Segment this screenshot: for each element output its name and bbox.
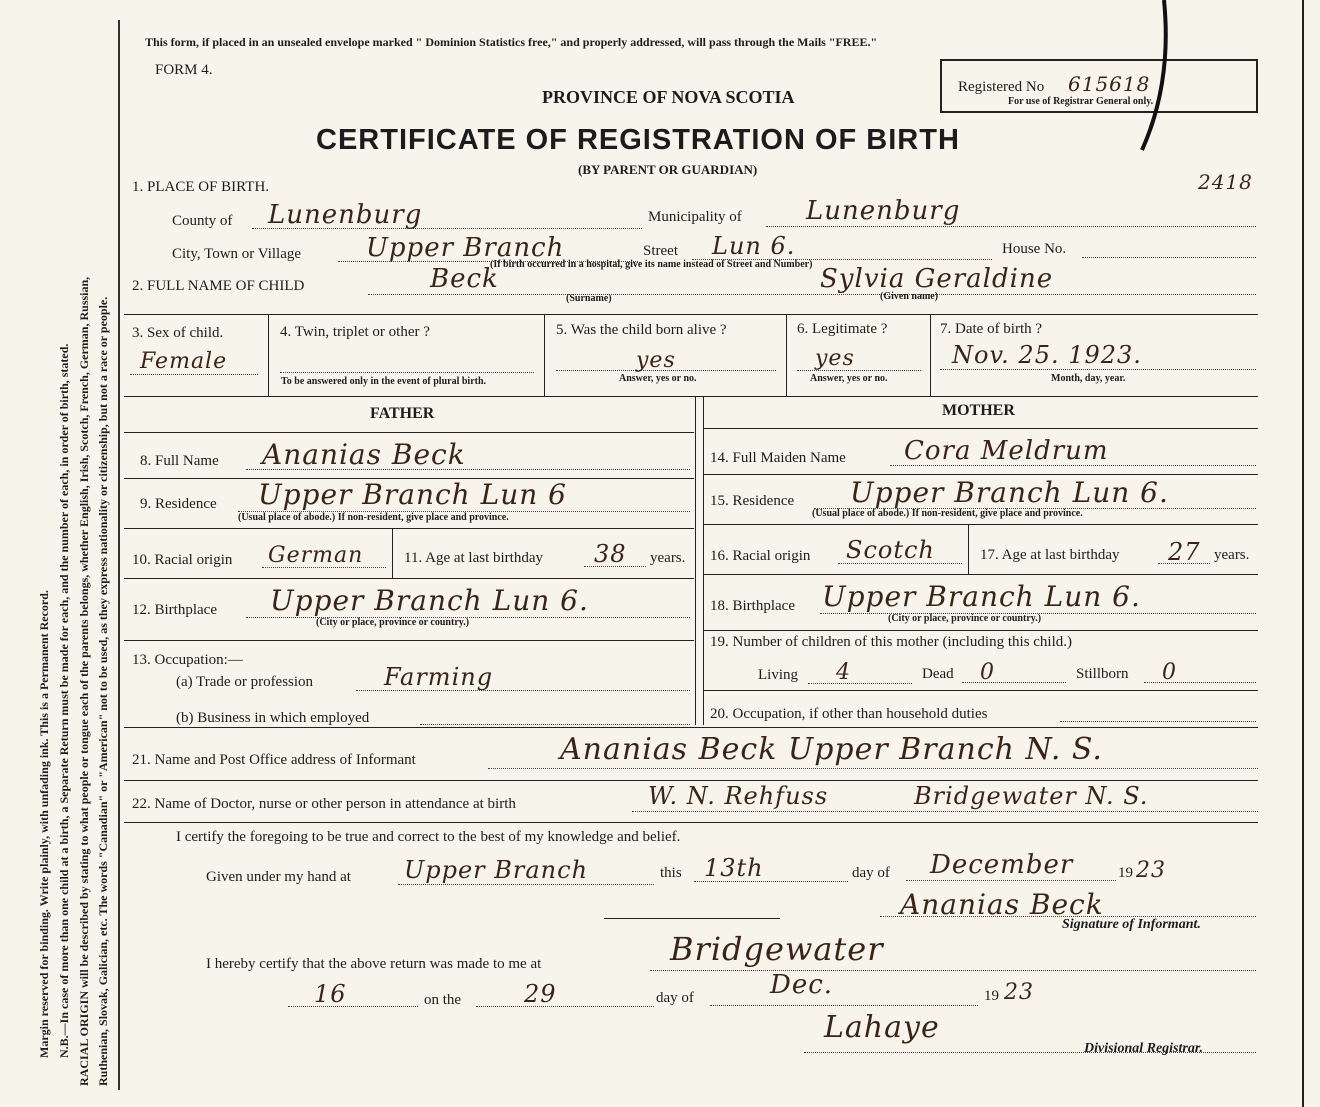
legitimate-label: 6. Legitimate ? [797,321,888,337]
mother-children-label: 19. Number of children of this mother (including this child.) [710,634,1073,650]
father-racial-origin-value: German [268,543,364,568]
given-month-line [906,880,1116,881]
informant-bottom-rule [124,780,1258,781]
stillborn-label: Stillborn [1076,666,1129,682]
row-3-divider-3 [786,314,787,396]
father-residence-caption: (Usual place of abode.) If non-resident, give place and province. [238,512,509,523]
page-subtitle: (BY PARENT OR GUARDIAN) [578,162,758,177]
margin-racial-origin-note-2: Ruthenian, Slovak, Galician, etc. The words "Canadian" or "American" not to be used, as they express nationality or citizenship, but not a race or people. [96,296,110,1086]
mother-heading: MOTHER [942,402,1015,419]
father-residence-label: 9. Residence [140,496,217,512]
row-3-bottom-rule [124,396,1258,397]
father-name-value: Ananias Beck [262,438,466,471]
living-children-label: Living [758,667,798,683]
given-day-of-label: day of [852,865,890,881]
registrar-month-line [710,1005,978,1006]
mother-residence-label: 15. Residence [710,493,795,509]
informant-signature: Ananias Beck [900,888,1104,921]
mother-name-label: 14. Full Maiden Name [710,450,846,466]
father-trade-value: Farming [384,663,494,691]
mother-birthplace-label: 18. Birthplace [710,598,795,614]
given-month-value: December [930,850,1074,880]
plural-birth-caption: To be answered only in the event of plural birth. [281,376,487,387]
mother-name-value: Cora Meldrum [904,436,1109,466]
father-birthplace-value: Upper Branch Lun 6. [270,584,589,617]
city-value: Upper Branch [366,233,565,263]
father-birthplace-label: 12. Birthplace [132,602,217,618]
given-year-value: 23 [1136,858,1166,883]
mother-birthplace-caption: (City or place, province or country.) [888,613,1042,624]
margin-binding-note: Margin reserved for binding. Write plainly, with unfading ink. This is a Permanent Record. [37,590,51,1058]
date-of-birth-value: Nov. 25. 1923. [952,341,1142,369]
given-place-line [398,884,654,885]
child-name-label: 2. FULL NAME OF CHILD [132,278,305,294]
mother-row-rule-1 [704,428,1258,429]
dead-children-value: 0 [980,660,995,685]
surname-caption: (Surname) [566,293,612,304]
sex-value: Female [140,349,228,374]
certification-statement: I certify the foregoing to be true and correct to the best of my knowledge and belief. [176,829,681,845]
father-age-label: 11. Age at last birthday [404,550,543,566]
doctor-label: 22. Name of Doctor, nurse or other person in attendance at birth [132,796,516,812]
informant-signature-caption: Signature of Informant. [1062,917,1201,932]
registrar-statement: I hereby certify that the above return was made to me at [206,956,542,972]
child-surname-value: Beck [430,264,499,294]
registrar-signature-caption: Divisional Registrar. [1084,1041,1204,1056]
date-of-birth-caption: Month, day, year. [1051,373,1126,384]
dead-children-line [962,682,1066,683]
plural-birth-label: 4. Twin, triplet or other ? [280,324,430,340]
stillborn-line [1144,682,1256,683]
city-label: City, Town or Village [172,246,302,262]
legitimate-caption: Answer, yes or no. [810,373,888,384]
doctor-name-value: W. N. Rehfuss [648,782,829,810]
margin-racial-origin-note: RACIAL ORIGIN will be described by stating to what people or tongue each of the parents belongs, whether English, Irish, Scotch, French, German, Russian, [77,276,91,1086]
given-day-value: 13th [704,854,764,882]
father-row-rule-3 [124,528,694,529]
registrar-year-prefix: 19 [984,988,999,1004]
county-value: Lunenburg [268,200,423,230]
form-number: FORM 4. [155,62,213,78]
father-row-rule-5 [124,640,694,641]
father-age-value: 38 [594,540,627,568]
registered-number: 615618 [1068,72,1151,96]
corner-mark: 2418 [1198,170,1253,194]
born-alive-value: yes [636,348,676,373]
stillborn-value: 0 [1162,660,1177,685]
margin-rule [118,20,120,1090]
mother-age-value: 27 [1168,538,1201,566]
municipality-label: Municipality of [648,209,742,225]
margin-plural-birth-note: N.B.—In case of more than one child at a birth, a Separate Return must be made for each, and the number of each, in order of birth, stated. [57,343,71,1058]
born-alive-caption: Answer, yes or no. [619,373,697,384]
mother-row-rule-4 [704,574,1258,575]
registrar-month-value: Dec. [770,970,834,1000]
registrar-day-of-label: day of [656,990,694,1006]
date-of-birth-line [940,369,1256,370]
right-edge-rule [1302,0,1304,1107]
informant-value: Ananias Beck Upper Branch N. S. [560,732,1103,767]
municipality-value: Lunenburg [806,196,961,226]
county-label: County of [172,213,233,229]
sex-line [130,374,258,375]
margin-pen-stroke [1130,0,1180,160]
row-3-divider-1 [268,314,269,396]
house-number-label: House No. [1002,241,1067,257]
father-residence-value: Upper Branch Lun 6 [258,478,567,511]
mother-birthplace-value: Upper Branch Lun 6. [822,580,1141,613]
hospital-note: (If birth occurred in a hospital, give its name instead of Street and Number) [490,259,813,270]
mother-row-rule-6 [704,690,1258,691]
registrar-number-value: 16 [314,980,347,1008]
registrar-day-value: 29 [524,980,557,1008]
mail-notice: This form, if placed in an unsealed envelope marked " Dominion Statistics free," and properly addressed, will pass through the Mails "FREE." [145,35,878,49]
date-of-birth-label: 7. Date of birth ? [940,321,1043,337]
mother-racial-origin-value: Scotch [846,536,935,564]
registrar-day-line [476,1006,654,1007]
registrar-note: For use of Registrar General only. [1008,96,1154,107]
father-birthplace-caption: (City or place, province or country.) [316,617,470,628]
mother-racial-origin-label: 16. Racial origin [710,548,811,564]
born-alive-label: 5. Was the child born alive ? [556,322,727,338]
father-trade-label: (a) Trade or profession [176,674,314,690]
father-racial-origin-label: 10. Racial origin [132,552,233,568]
given-place-value: Upper Branch [404,856,589,884]
registrar-signature: Lahaye [824,1010,940,1045]
doctor-line [632,811,1258,812]
given-this-label: this [660,865,682,881]
municipality-line [766,226,1256,227]
mother-occupation-line [1060,721,1256,722]
father-heading: FATHER [370,405,435,422]
mother-age-label: 17. Age at last birthday [980,547,1120,563]
given-name-caption: (Given name) [880,291,939,302]
parents-center-divider-2 [703,397,704,725]
short-rule [604,918,780,919]
registered-label: Registered No [958,79,1045,95]
doctor-place-value: Bridgewater N. S. [914,782,1149,810]
informant-label: 21. Name and Post Office address of Informant [132,752,416,768]
parents-center-divider [695,397,696,725]
doctor-bottom-rule [124,822,1258,823]
parents-bottom-rule [124,727,1258,728]
row-3-top-rule [124,314,1258,315]
row-3-divider-2 [544,314,545,396]
father-business-label: (b) Business in which employed [176,710,370,726]
mother-race-age-divider [968,524,969,574]
sex-label: 3. Sex of child. [132,325,224,341]
row-3-divider-4 [930,314,931,396]
mother-age-unit: years. [1214,547,1250,563]
informant-line [488,768,1258,769]
mother-residence-caption: (Usual place of abode.) If non-resident, give place and province. [812,508,1083,519]
registrar-year-value: 23 [1004,980,1034,1005]
dead-children-label: Dead [922,666,954,682]
living-children-line [808,683,912,684]
given-under-hand-label: Given under my hand at [206,869,351,885]
father-age-unit: years. [650,550,686,566]
mother-row-rule-3 [704,524,1258,525]
legitimate-value: yes [815,346,855,371]
province-heading: PROVINCE OF NOVA SCOTIA [542,87,795,107]
registrar-number-line [288,1006,418,1007]
living-children-value: 4 [836,660,851,685]
registrar-place-value: Bridgewater [670,930,884,968]
father-business-line [420,724,690,725]
mother-residence-value: Upper Branch Lun 6. [850,476,1169,509]
mother-row-rule-5 [704,630,1258,631]
mother-occupation-label: 20. Occupation, if other than household duties [710,706,988,722]
father-race-age-divider [392,528,393,578]
street-label: Street [643,243,678,259]
place-of-birth-heading: 1. PLACE OF BIRTH. [132,179,270,195]
house-number-line [1082,257,1256,258]
child-given-name-value: Sylvia Geraldine [820,264,1054,294]
father-row-rule-1 [124,432,694,433]
plural-birth-line [280,372,534,373]
given-year-prefix: 19 [1118,865,1133,881]
father-name-label: 8. Full Name [140,453,219,469]
father-occupation-label: 13. Occupation:— [132,652,243,668]
page-title: CERTIFICATE OF REGISTRATION OF BIRTH [316,124,960,156]
registrar-on-the-label: on the [424,992,462,1008]
registrar-place-line [650,970,1256,971]
mother-row-rule-2 [704,474,1258,475]
father-row-rule-4 [124,578,694,579]
street-value: Lun 6. [712,232,796,260]
child-name-line [368,294,1256,295]
